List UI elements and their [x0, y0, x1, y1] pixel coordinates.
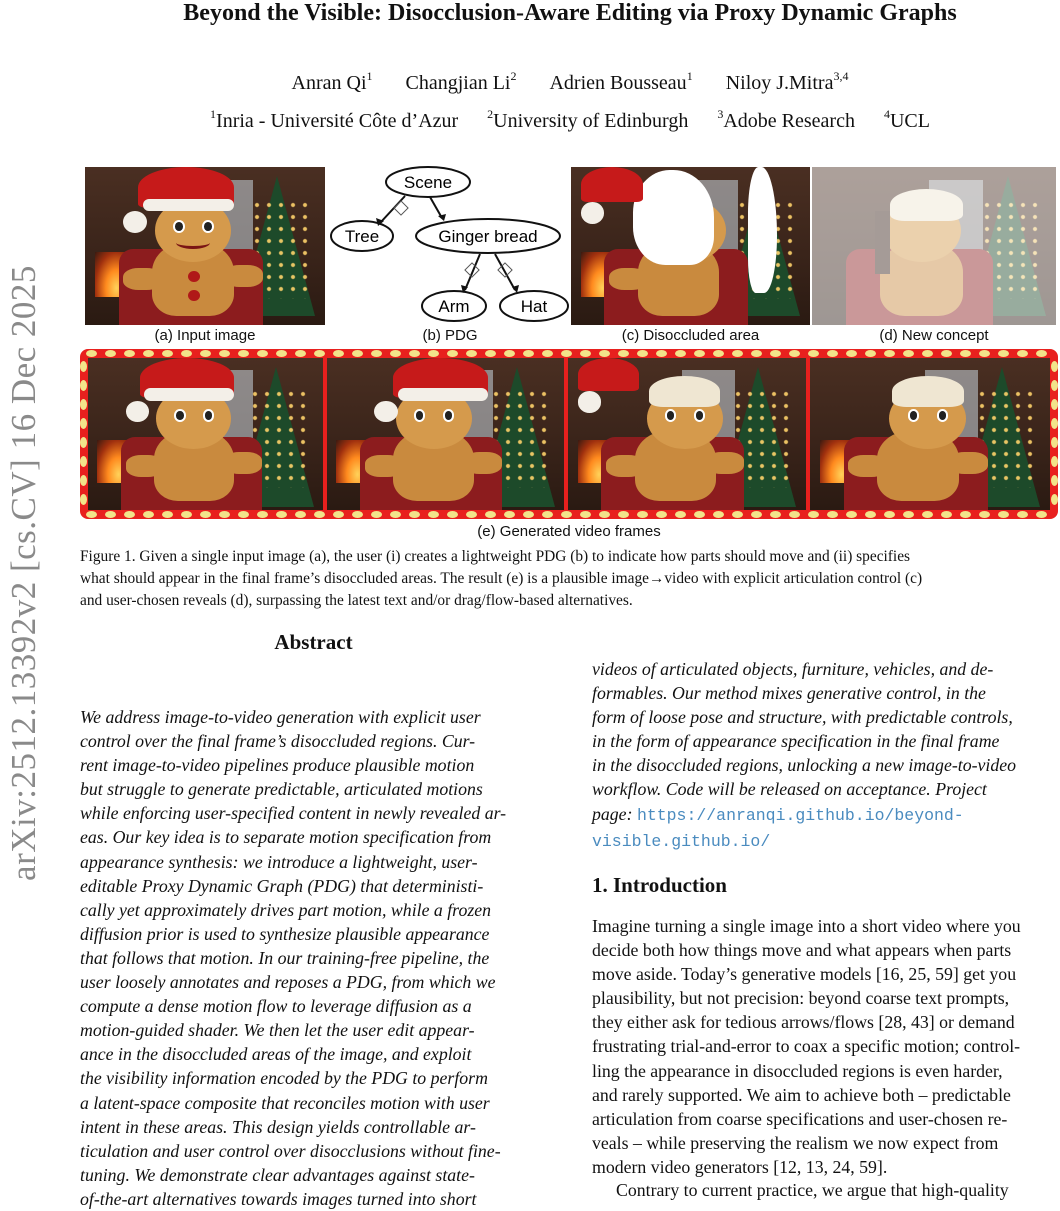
introduction-heading: 1. Introduction — [592, 873, 727, 897]
filmstrip-bulb — [808, 511, 819, 518]
filmstrip-bulb — [694, 350, 705, 357]
abstract-line: control over the final frame’s disoccluded regions. Cur- — [80, 731, 476, 752]
introduction-text — [592, 914, 1059, 1179]
filmstrip-bulb — [732, 511, 743, 518]
abstract-line: a latent-space composite that reconciles motion with user — [80, 1092, 490, 1113]
affiliation: $^1$Inria - Université Côte d’Azur — [210, 107, 459, 132]
abstract-line: editable Proxy Dynamic Graph (PDG) that deterministi- — [80, 875, 484, 896]
filmstrip-bulb — [1051, 494, 1058, 505]
filmstrip-bulb — [80, 494, 87, 505]
filmstrip-bulb — [80, 380, 87, 391]
abstract-line: page: https://anranqi.github.io/beyond- — [592, 803, 964, 825]
abstract-line: appearance synthesis: we introduce a lightweight, user- — [80, 851, 478, 872]
filmstrip-bulb — [979, 511, 990, 518]
intro-line: frustrating trial-and-error to coax a specific motion; control- — [592, 1036, 1021, 1057]
abstract-line: in the disoccluded regions, unlocking a new image-to-video — [592, 755, 1017, 776]
filmstrip-bulb — [181, 511, 192, 518]
filmstrip-bulb — [238, 350, 249, 357]
filmstrip-bulb — [903, 511, 914, 518]
filmstrip-bulb — [1051, 456, 1058, 467]
filmstrip-bulb — [561, 350, 572, 357]
pdg-label-arm: Arm — [438, 297, 470, 316]
filmstrip-bulb — [656, 350, 667, 357]
filmstrip-bulb — [770, 350, 781, 357]
filmstrip-bulb — [675, 350, 686, 357]
filmstrip-bulb — [1051, 361, 1058, 372]
filmstrip-bulb — [618, 511, 629, 518]
filmstrip-bulb — [219, 511, 230, 518]
pdg-label-gingerbread: Ginger bread — [438, 227, 538, 246]
filmstrip-bulb — [80, 418, 87, 429]
filmstrip-bulb — [580, 350, 591, 357]
intro-line: modern video generators [12, 13, 24, 59]. — [592, 1156, 888, 1177]
abstract-line: formables. Our method mixes generative control, in the — [592, 683, 986, 704]
caption-line: what should appear in the final frame’s disoccluded areas. The result (e) is a plausible image→video with explicit articulation control (c) — [80, 570, 923, 587]
filmstrip-bulb — [542, 350, 553, 357]
filmstrip-bulb — [466, 350, 477, 357]
project-page-link[interactable]: visible.github.io/ — [592, 831, 771, 851]
filmstrip-bulb — [922, 511, 933, 518]
filmstrip-bulb — [846, 350, 857, 357]
pdg-edge — [430, 197, 442, 218]
filmstrip-bulb — [808, 350, 819, 357]
filmstrip-bulb — [523, 511, 534, 518]
filmstrip-bulb — [466, 511, 477, 518]
filmstrip-bulb — [637, 511, 648, 518]
abstract-line: that follows that motion. In our training-free pipeline, the — [80, 947, 490, 968]
filmstrip-bulb — [200, 511, 211, 518]
intro-line: decide both how things move and what appears when parts — [592, 940, 1012, 961]
affiliation-list — [80, 107, 1060, 133]
filmstrip-bulb — [276, 350, 287, 357]
filmstrip-bulb — [1036, 511, 1047, 518]
abstract-line: in the form of appearance specification in the final frame — [592, 731, 1000, 752]
filmstrip-bulb — [390, 511, 401, 518]
abstract-line — [592, 828, 1059, 854]
panel-d-label: (d) New concept — [879, 327, 989, 344]
intro-line: they either ask for tedious arrows/flows [28, 43] or demand — [592, 1012, 1015, 1033]
filmstrip-bulb — [960, 511, 971, 518]
filmstrip-bulb — [219, 350, 230, 357]
filmstrip-bulb — [238, 511, 249, 518]
filmstrip-bulb — [80, 361, 87, 372]
disoccluded-area-image — [571, 167, 810, 325]
filmstrip-bulb — [352, 350, 363, 357]
filmstrip-bulb — [257, 350, 268, 357]
filmstrip-bulb — [143, 511, 154, 518]
project-page-link[interactable]: https://anranqi.github.io/beyond- — [636, 805, 964, 825]
filmstrip-bulb — [998, 350, 1009, 357]
filmstrip-bulb — [86, 511, 97, 518]
input-image — [85, 167, 325, 325]
filmstrip-bulb — [770, 511, 781, 518]
intro-line: articulation from coarse specifications and user-chosen re- — [592, 1108, 1008, 1129]
filmstrip-bulb — [105, 350, 116, 357]
filmstrip-bulb — [105, 511, 116, 518]
abstract-line: user loosely annotates and reposes a PDG, from which we — [80, 972, 496, 993]
filmstrip-bulb — [143, 350, 154, 357]
abstract-text — [80, 705, 547, 1211]
filmstrip-bulb — [409, 350, 420, 357]
filmstrip-bulb — [1051, 418, 1058, 429]
filmstrip-bulb — [314, 511, 325, 518]
filmstrip-bulb — [694, 511, 705, 518]
filmstrip-bulb — [1017, 511, 1028, 518]
filmstrip-bulb — [352, 511, 363, 518]
filmstrip-bulb — [922, 350, 933, 357]
filmstrip-bulb — [1051, 380, 1058, 391]
abstract-line: intent in these areas. This design yields controllable ar- — [80, 1116, 476, 1137]
filmstrip-bulb — [428, 511, 439, 518]
filmstrip-bulb — [637, 350, 648, 357]
filmstrip-bulb — [162, 511, 173, 518]
filmstrip-bulb — [656, 511, 667, 518]
intro-line: Imagine turning a single image into a short video where you — [592, 916, 1021, 936]
author: Anran Qi$^1$ — [291, 69, 373, 94]
filmstrip-bulb — [371, 350, 382, 357]
filmstrip-bulb — [80, 437, 87, 448]
filmstrip-bulb — [333, 511, 344, 518]
filmstrip-bulb — [504, 350, 515, 357]
author: Adrien Bousseau$^1$ — [549, 69, 693, 94]
filmstrip-bulb — [713, 511, 724, 518]
filmstrip-bulb — [846, 511, 857, 518]
filmstrip-bulb — [618, 350, 629, 357]
video-frame — [327, 358, 564, 510]
figure-caption — [80, 546, 1060, 612]
intro-line: plausibility, but not precision: beyond coarse text prompts, — [592, 988, 1010, 1009]
filmstrip-bulb — [80, 399, 87, 410]
abstract-line: but struggle to generate predictable, articulated motions — [80, 779, 483, 800]
panel-b-label: (b) PDG — [422, 327, 478, 344]
affiliation: $^4$UCL — [883, 107, 930, 132]
arxiv-identifier: arXiv:2512.13392v2 [cs.CV] 16 Dec 2025 — [4, 265, 43, 881]
video-frame — [568, 358, 806, 510]
filmstrip-bulb — [181, 350, 192, 357]
filmstrip-bulb — [789, 511, 800, 518]
abstract-line: eas. Our key idea is to separate motion specification from — [80, 827, 492, 848]
abstract-text-continued — [592, 657, 1059, 854]
filmstrip-bulb — [865, 350, 876, 357]
abstract-heading: Abstract — [274, 630, 353, 654]
filmstrip-bulb — [599, 350, 610, 357]
pdg-diagram — [330, 166, 570, 326]
filmstrip-bulb — [960, 350, 971, 357]
filmstrip-bulb — [542, 511, 553, 518]
abstract-line: of-the-art alternatives towards images turned into short — [80, 1188, 477, 1209]
introduction-continuation: Contrary to current practice, we argue that high-quality — [616, 1180, 1009, 1200]
filmstrip-bulb — [485, 350, 496, 357]
filmstrip-bulb — [1036, 350, 1047, 357]
filmstrip-bulb — [257, 511, 268, 518]
filmstrip-bulb — [86, 350, 97, 357]
abstract-line: diffusion prior is used to synthesize plausible appearance — [80, 923, 490, 944]
affiliation: $^3$Adobe Research — [717, 107, 855, 132]
abstract-line: the visibility information encoded by the PDG to perform — [80, 1068, 488, 1089]
filmstrip-bulb — [1051, 437, 1058, 448]
pdg-label-scene: Scene — [403, 173, 453, 192]
intro-line: ling the appearance in disoccluded regions is even harder, — [592, 1060, 1003, 1081]
author: Changjian Li$^2$ — [405, 69, 517, 94]
filmstrip-bulb — [447, 350, 458, 357]
abstract-line: workflow. Code will be released on acceptance. Project — [592, 779, 987, 800]
abstract-line: We address image-to-video generation with explicit user — [80, 707, 481, 727]
filmstrip-bulb — [428, 350, 439, 357]
author: Niloy J.Mitra$^{3,4}$ — [725, 69, 849, 94]
filmstrip-bulb — [295, 350, 306, 357]
filmstrip-bulb — [162, 350, 173, 357]
filmstrip-bulb — [827, 511, 838, 518]
filmstrip-bulb — [80, 475, 87, 486]
intro-line: move aside. Today’s generative models [16, 25, 59] get you — [592, 964, 1017, 985]
filmstrip-bulb — [523, 350, 534, 357]
pdg-label-hat: Hat — [520, 297, 548, 316]
filmstrip-bulb — [941, 511, 952, 518]
filmstrip-bulb — [390, 350, 401, 357]
filmstrip-bulb — [903, 350, 914, 357]
abstract-line: rent image-to-video pipelines produce plausible motion — [80, 755, 475, 776]
panel-c-label: (c) Disoccluded area — [621, 327, 760, 344]
panel-e-label: (e) Generated video frames — [477, 523, 661, 540]
filmstrip-bulb — [80, 456, 87, 467]
filmstrip-bulb — [827, 350, 838, 357]
filmstrip-bulb — [200, 350, 211, 357]
filmstrip-bulb — [1051, 475, 1058, 486]
filmstrip-bulb — [599, 511, 610, 518]
abstract-line: motion-guided shader. We then let the user edit appear- — [80, 1020, 475, 1041]
filmstrip-bulb — [409, 511, 420, 518]
filmstrip-bulb — [865, 511, 876, 518]
filmstrip-bulb — [675, 511, 686, 518]
filmstrip-bulb — [1017, 350, 1028, 357]
filmstrip-bulb — [333, 350, 344, 357]
filmstrip-bulb — [295, 511, 306, 518]
caption-line: Figure 1. Given a single input image (a), the user (i) creates a lightweight PDG (b) to indicate how parts should move and (ii) specifies — [80, 548, 911, 565]
filmstrip-bulb — [124, 511, 135, 518]
pdg-edge — [380, 196, 405, 223]
intro-line: and rarely supported. We aim to achieve both – predictable — [592, 1084, 1011, 1105]
affiliation: $^2$University of Edinburgh — [487, 107, 689, 132]
filmstrip-bulb — [485, 511, 496, 518]
filmstrip-bulb — [884, 350, 895, 357]
filmstrip-bulb — [884, 511, 895, 518]
filmstrip-bulb — [713, 350, 724, 357]
filmstrip-bulb — [751, 511, 762, 518]
filmstrip-bulb — [979, 350, 990, 357]
filmstrip-bulb — [124, 350, 135, 357]
abstract-line: form of loose pose and structure, with predictable controls, — [592, 707, 1013, 728]
abstract-line: while enforcing user-specified content in newly revealed ar- — [80, 803, 507, 824]
pdg-label-tree: Tree — [344, 227, 380, 246]
video-frames-strip — [80, 349, 1058, 519]
caption-line: and user-chosen reveals (d), surpassing the latest text and/or drag/flow-based alternatives. — [80, 592, 633, 609]
filmstrip-bulb — [732, 350, 743, 357]
filmstrip-bulb — [314, 350, 325, 357]
abstract-line: tuning. We demonstrate clear advantages against state- — [80, 1164, 475, 1185]
filmstrip-bulb — [998, 511, 1009, 518]
author-list — [80, 69, 1060, 95]
abstract-line: ticulation and user control over disocclusions without fine- — [80, 1140, 501, 1161]
abstract-line: cally yet approximately drives part motion, while a frozen — [80, 899, 492, 920]
filmstrip-bulb — [1051, 399, 1058, 410]
filmstrip-bulb — [789, 350, 800, 357]
filmstrip-bulb — [504, 511, 515, 518]
filmstrip-bulb — [751, 350, 762, 357]
filmstrip-bulb — [447, 511, 458, 518]
video-frame — [810, 358, 1050, 510]
intro-line: veals – while preserving the realism we now expect from — [592, 1132, 999, 1153]
pdg-edge — [495, 254, 515, 290]
filmstrip-bulb — [371, 511, 382, 518]
paper-title: Beyond the Visible: Disocclusion-Aware Editing via Proxy Dynamic Graphs — [183, 0, 957, 26]
filmstrip-bulb — [561, 511, 572, 518]
filmstrip-bulb — [941, 350, 952, 357]
video-frame — [88, 358, 323, 510]
new-concept-image — [812, 167, 1056, 325]
filmstrip-bulb — [580, 511, 591, 518]
abstract-line: ance in the disoccluded areas of the image, and exploit — [80, 1044, 472, 1065]
abstract-line: compute a dense motion flow to leverage diffusion as a — [80, 996, 472, 1017]
abstract-line: videos of articulated objects, furniture, vehicles, and de- — [592, 659, 994, 679]
filmstrip-bulb — [276, 511, 287, 518]
panel-a-label: (a) Input image — [154, 327, 256, 344]
